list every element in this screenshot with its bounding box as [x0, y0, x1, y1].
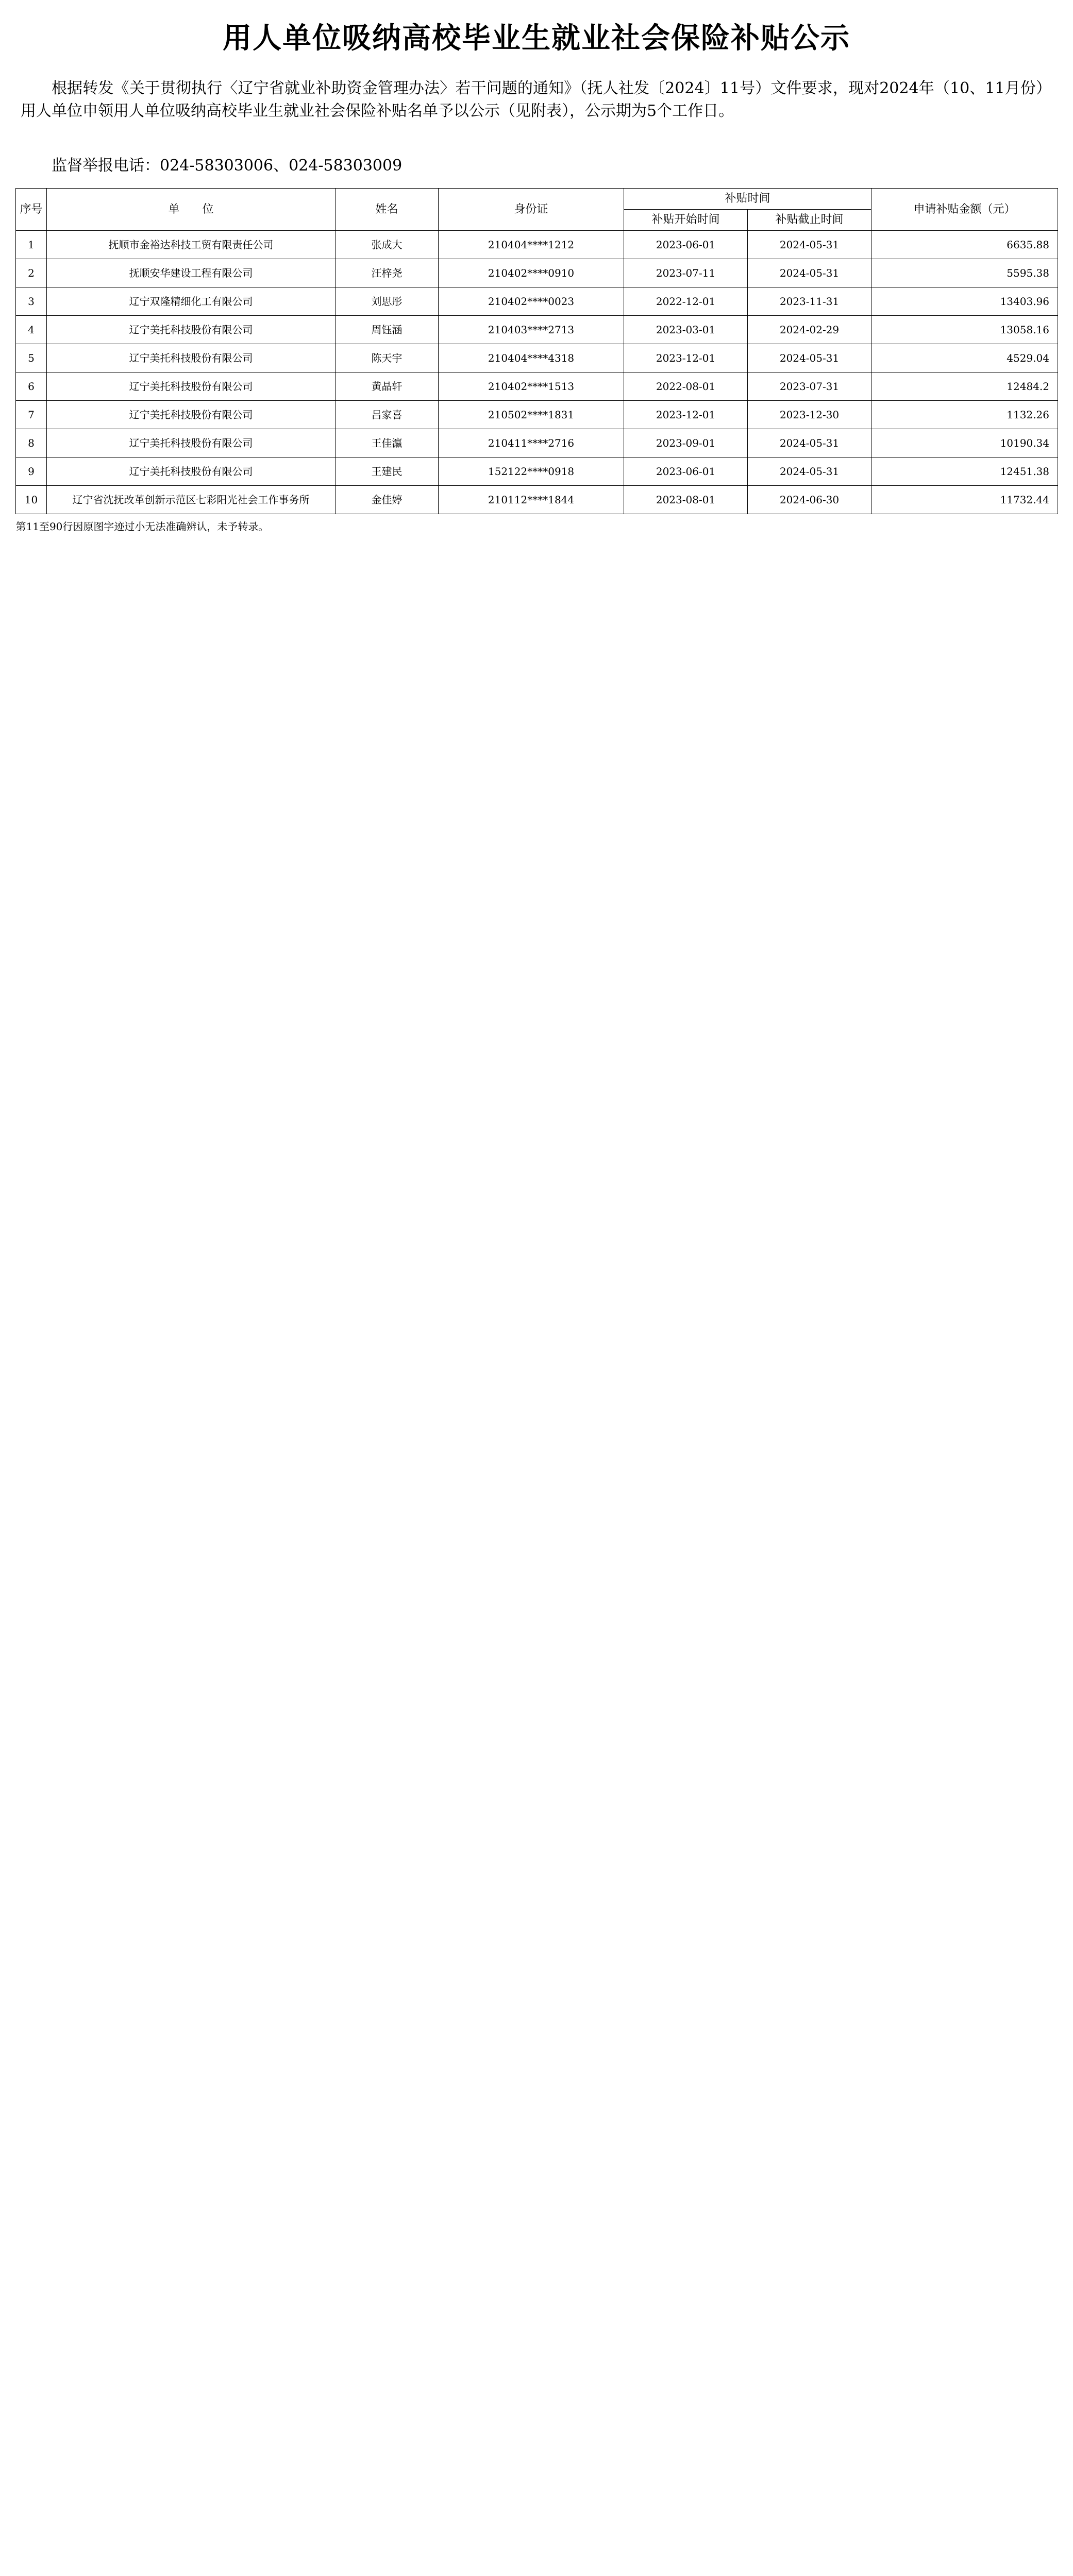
table-row: [16, 457, 1058, 486]
cell-name: 王建民: [336, 457, 439, 486]
cell-name: 刘思彤: [336, 287, 439, 316]
table-row: [16, 287, 1058, 316]
cell-unit: 辽宁美托科技股份有限公司: [47, 401, 336, 429]
subsidy-table: [15, 188, 1058, 533]
table-row: [16, 486, 1058, 514]
table-row: [16, 344, 1058, 372]
cell-id: 210411****2716: [439, 429, 624, 457]
cell-end: 2024-05-31: [748, 344, 871, 372]
header-end: 补贴截止时间: [748, 210, 871, 231]
cell-seq: 7: [16, 401, 47, 429]
cell-id: 152122****0918: [439, 457, 624, 486]
cell-name: 金佳婷: [336, 486, 439, 514]
cell-end: 2024-02-29: [748, 316, 871, 344]
cell-end: 2024-06-30: [748, 486, 871, 514]
cell-unit: 抚顺安华建设工程有限公司: [47, 259, 336, 287]
header-name: 姓名: [336, 189, 439, 231]
table-row: [16, 231, 1058, 259]
cell-end: 2023-11-31: [748, 287, 871, 316]
cell-amount: 11732.44: [871, 486, 1058, 514]
cell-start: 2023-07-11: [624, 259, 748, 287]
cell-name: 陈天宇: [336, 344, 439, 372]
omitted-rows-note: 第11至90行因原图字迹过小无法准确辨认，未予转录。: [15, 520, 269, 533]
cell-start: 2022-12-01: [624, 287, 748, 316]
cell-amount: 13058.16: [871, 316, 1058, 344]
cell-start: 2023-12-01: [624, 401, 748, 429]
cell-id: 210112****1844: [439, 486, 624, 514]
cell-seq: 10: [16, 486, 47, 514]
supervision-hotline: 监督举报电话：024-58303006、024-58303009: [52, 157, 403, 175]
header-start: 补贴开始时间: [624, 210, 748, 231]
cell-seq: 9: [16, 457, 47, 486]
cell-amount: 4529.04: [871, 344, 1058, 372]
cell-unit: 辽宁美托科技股份有限公司: [47, 344, 336, 372]
cell-unit: 辽宁美托科技股份有限公司: [47, 316, 336, 344]
cell-seq: 5: [16, 344, 47, 372]
cell-start: 2023-09-01: [624, 429, 748, 457]
cell-unit: 辽宁美托科技股份有限公司: [47, 429, 336, 457]
table-row: [16, 429, 1058, 457]
cell-start: 2023-06-01: [624, 231, 748, 259]
cell-start: 2023-08-01: [624, 486, 748, 514]
table-row: [16, 372, 1058, 401]
cell-id: 210402****0023: [439, 287, 624, 316]
cell-end: 2023-12-30: [748, 401, 871, 429]
intro-paragraph: 根据转发《关于贯彻执行〈辽宁省就业补助资金管理办法〉若干问题的通知》（抚人社发〔2024〕11号）文件要求，现对2024年（10、11月份）用人单位申领用人单位吸纳高校毕业生就业社会保险补贴名单予以公示（见附表），公示期为5个工作日。: [21, 79, 1051, 120]
table-body: [16, 231, 1058, 514]
cell-id: 210403****2713: [439, 316, 624, 344]
cell-seq: 2: [16, 259, 47, 287]
table-row: [16, 316, 1058, 344]
cell-unit: 辽宁省沈抚改革创新示范区七彩阳光社会工作事务所: [47, 486, 336, 514]
document-title: 用人单位吸纳高校毕业生就业社会保险补贴公示: [223, 22, 850, 55]
cell-end: 2024-05-31: [748, 259, 871, 287]
cell-id: 210402****0910: [439, 259, 624, 287]
cell-start: 2023-06-01: [624, 457, 748, 486]
cell-seq: 4: [16, 316, 47, 344]
subsidy-table-wrapper: [15, 188, 1058, 533]
table-row: [16, 259, 1058, 287]
cell-amount: 12451.38: [871, 457, 1058, 486]
cell-amount: 5595.38: [871, 259, 1058, 287]
cell-end: 2024-05-31: [748, 429, 871, 457]
cell-start: 2023-03-01: [624, 316, 748, 344]
cell-unit: 辽宁双隆精细化工有限公司: [47, 287, 336, 316]
table-row: [16, 401, 1058, 429]
cell-end: 2024-05-31: [748, 231, 871, 259]
cell-name: 黄晶轩: [336, 372, 439, 401]
cell-end: 2024-05-31: [748, 457, 871, 486]
cell-name: 张成大: [336, 231, 439, 259]
cell-name: 王佳瀛: [336, 429, 439, 457]
header-unit: 单 位: [47, 189, 336, 231]
cell-seq: 1: [16, 231, 47, 259]
header-period: 补贴时间: [624, 189, 871, 210]
cell-amount: 6635.88: [871, 231, 1058, 259]
cell-seq: 6: [16, 372, 47, 401]
cell-start: 2023-12-01: [624, 344, 748, 372]
cell-name: 汪梓尧: [336, 259, 439, 287]
header-amount: 申请补贴金额（元）: [871, 189, 1058, 231]
cell-name: 周钰涵: [336, 316, 439, 344]
header-id: 身份证: [439, 189, 624, 231]
cell-seq: 3: [16, 287, 47, 316]
cell-amount: 1132.26: [871, 401, 1058, 429]
cell-id: 210404****4318: [439, 344, 624, 372]
cell-name: 吕家喜: [336, 401, 439, 429]
cell-end: 2023-07-31: [748, 372, 871, 401]
header-seq: 序号: [16, 189, 47, 231]
cell-amount: 12484.2: [871, 372, 1058, 401]
cell-unit: 辽宁美托科技股份有限公司: [47, 372, 336, 401]
cell-amount: 10190.34: [871, 429, 1058, 457]
cell-id: 210502****1831: [439, 401, 624, 429]
cell-unit: 抚顺市金裕达科技工贸有限责任公司: [47, 231, 336, 259]
cell-seq: 8: [16, 429, 47, 457]
cell-start: 2022-08-01: [624, 372, 748, 401]
cell-unit: 辽宁美托科技股份有限公司: [47, 457, 336, 486]
cell-id: 210404****1212: [439, 231, 624, 259]
cell-amount: 13403.96: [871, 287, 1058, 316]
cell-id: 210402****1513: [439, 372, 624, 401]
